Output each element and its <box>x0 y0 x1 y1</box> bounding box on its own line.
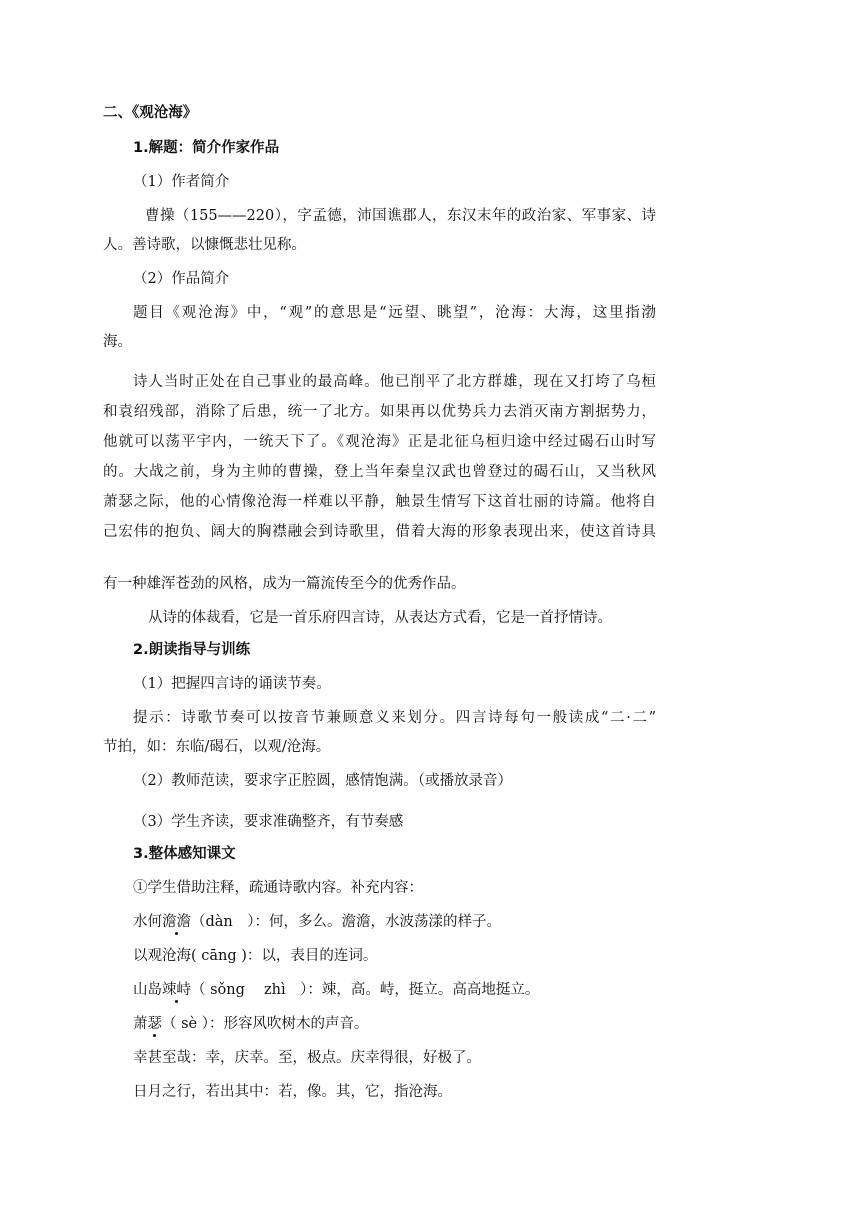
dotted-word: 瑟 <box>147 1016 162 1032</box>
dotted-word: 澹澹 <box>162 914 191 930</box>
author-paragraph-line: 人。善诗歌，以慷慨悲壮见称。 <box>103 237 306 253</box>
annotation-text: 水何 <box>133 914 162 930</box>
title-paragraph-line: 题目《观沧海》中，“观”的意思是“远望、眺望”，沧海：大海，这里指渤 <box>133 305 656 321</box>
annotation-intro: ①学生借助注释，疏通诗歌内容。补充内容： <box>133 880 423 896</box>
background-paragraph-line: 的。大战之前，身为主帅的曹操，登上当年秦皇汉武也曾登过的碣石山，又当秋风 <box>103 464 656 480</box>
annotation-line: 幸甚至哉：幸，庆幸。至，极点。庆幸得很，好极了。 <box>133 1050 481 1066</box>
subsection-title-1: 1.解题：简介作家作品 <box>133 140 280 156</box>
pinyin: （ sè ） <box>162 1016 209 1032</box>
reading-tip-line: 节拍，如：东临/碣石，以观/沧海。 <box>103 739 331 755</box>
annotation-line <box>133 912 501 932</box>
pinyin: （ sǒng zhì ） <box>191 982 308 998</box>
annotation-text: 以观沧海 <box>133 948 191 964</box>
reading-item-2: （2）教师范读，要求字正腔圆，感情饱满。（或播放录音） <box>133 773 512 789</box>
background-paragraph-line: 己宏伟的抱负、阔大的胸襟融会到诗歌里，借着大海的形象表现出来，使这首诗具 <box>103 524 656 540</box>
annotation-text: 山岛 <box>133 982 162 998</box>
annotation-text: ：竦，高。峙，挺立。高高地挺立。 <box>307 982 540 998</box>
annotation-line <box>133 980 539 1000</box>
subsection-title-2: 2.朗读指导与训练 <box>133 642 251 658</box>
author-paragraph-line: 曹操（155——220），字孟德，沛国谯郡人，东汉末年的政治家、军事家、诗 <box>145 208 656 224</box>
pinyin: ( cāng ) <box>191 948 247 964</box>
background-paragraph-line: 萧瑟之际，他的心情像沧海一样难以平静，触景生情写下这首壮丽的诗篇。他将自 <box>103 494 656 510</box>
annotation-text: 萧 <box>133 1016 148 1032</box>
section-heading: 二、《观沧海》 <box>103 105 198 121</box>
title-paragraph-line: 海。 <box>103 334 132 350</box>
genre-paragraph: 从诗的体裁看，它是一首乐府四言诗，从表达方式看，它是一首抒情诗。 <box>148 610 612 626</box>
reading-tip-line: 提示：诗歌节奏可以按音节兼顾意义来划分。四言诗每句一般读成“二·二” <box>133 710 656 726</box>
annotation-line: 日月之行，若出其中：若，像。其，它，指沧海。 <box>133 1084 452 1100</box>
background-paragraph-line: 诗人当时正处在自己事业的最高峰。他已削平了北方群雄，现在又打垮了乌桓 <box>133 374 656 390</box>
pinyin: （dàn ） <box>191 914 255 930</box>
annotation-line <box>133 946 377 966</box>
item-author-intro: （1）作者简介 <box>133 174 230 190</box>
reading-item-3: （3）学生齐读，要求准确整齐，有节奏感 <box>133 814 404 830</box>
background-paragraph-line: 和袁绍残部，消除了后患，统一了北方。如果再以优势兵力去消灭南方割据势力， <box>103 404 656 420</box>
background-paragraph-line: 有一种雄浑苍劲的风格，成为一篇流传至今的优秀作品。 <box>103 576 466 592</box>
annotation-text: ：形容风吹树木的声音。 <box>209 1016 369 1032</box>
background-paragraph-line: 他就可以荡平宇内，一统天下了。《观沧海》正是北征乌桓归途中经过碣石山时写 <box>103 434 656 450</box>
annotation-line <box>133 1014 369 1034</box>
reading-item-1: （1）把握四言诗的诵读节奏。 <box>133 676 331 692</box>
annotation-text: ：何，多么。澹澹，水波荡漾的样子。 <box>254 914 502 930</box>
dotted-word: 竦峙 <box>162 982 191 998</box>
annotation-text: ：以，表目的连词。 <box>246 948 378 964</box>
item-work-intro: （2）作品简介 <box>133 271 230 287</box>
subsection-title-3: 3.整体感知课文 <box>133 846 236 862</box>
